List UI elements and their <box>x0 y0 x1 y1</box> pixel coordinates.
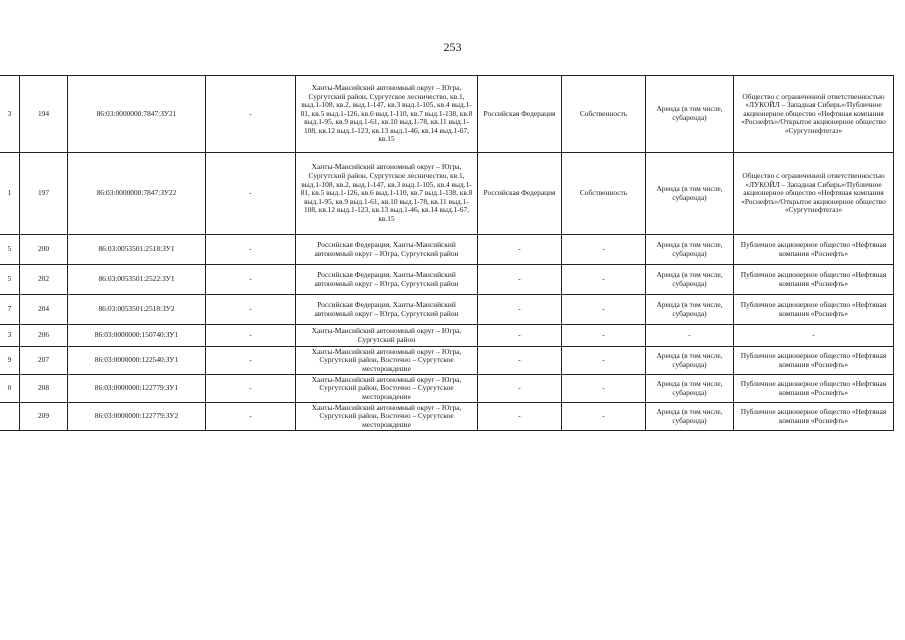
plot-id: 194 <box>20 76 68 153</box>
cadastral-number: 86:03:0053501:2522:ЗУ1 <box>68 265 206 295</box>
encumbrance-type: Аренда (в том числе, субаренда) <box>646 76 734 153</box>
plot-address: Ханты-Мансийский автономный округ – Югра, Сургутский район, Сургутское лесничество, кв.1, выд.1-108, кв.2, выд.1-147, кв.3 выд.1-105, кв.4 выд.1-81, кв.5 выд.1-126, кв.6 выд.1-110, кв.7 выд.1-138, кв.8 выд.1-95, кв.9 выд.1-61, кв.10 выд.1-78, кв.11 выд.1-108, кв.12 выд.1-123, кв.13 выд.1-46, кв.14 выд.1-67, кв.15 <box>296 153 478 235</box>
row-number: 9 <box>0 347 20 375</box>
cadastral-number: 86:03:0000000:150740:ЗУ1 <box>68 325 206 347</box>
plot-address: Ханты-Мансийский автономный округ – Югра, Сургутский район <box>296 325 478 347</box>
plot-id: 208 <box>20 375 68 403</box>
row-number: 3 <box>0 76 20 153</box>
right-type: Собственность <box>562 76 646 153</box>
plot-address: Ханты-Мансийский автономный округ – Югра, Сургутский район, Восточно – Сургутское месторождение <box>296 375 478 403</box>
row-number <box>0 403 20 431</box>
row-number: 7 <box>0 295 20 325</box>
empty-value: - <box>206 153 296 235</box>
right-type: - <box>562 325 646 347</box>
plot-id: 206 <box>20 325 68 347</box>
plot-address: Российская Федерация, Ханты-Мансийский автономный округ – Югра, Сургутский район <box>296 295 478 325</box>
right-type: Собственность <box>562 153 646 235</box>
table-row <box>0 295 894 325</box>
row-number: 5 <box>0 235 20 265</box>
empty-value: - <box>206 375 296 403</box>
row-number: 0 <box>0 375 20 403</box>
encumbrance-type: Аренда (в том числе, субаренда) <box>646 375 734 403</box>
table-row <box>0 153 894 235</box>
table-row <box>0 265 894 295</box>
plot-address: Российская Федерация, Ханты-Мансийский автономный округ – Югра, Сургутский район <box>296 265 478 295</box>
owner-subject: - <box>478 295 562 325</box>
plot-id: 209 <box>20 403 68 431</box>
owner-subject: - <box>478 265 562 295</box>
empty-value: - <box>206 265 296 295</box>
right-holder: Публичное акционерное общество «Нефтяная компания «Роснефть» <box>734 265 894 295</box>
encumbrance-type: Аренда (в том числе, субаренда) <box>646 265 734 295</box>
right-type: - <box>562 235 646 265</box>
owner-subject: - <box>478 235 562 265</box>
plot-address: Ханты-Мансийский автономный округ – Югра, Сургутский район, Восточно – Сургутское месторождение <box>296 403 478 431</box>
row-number: 3 <box>0 325 20 347</box>
cadastral-number: 86:03:0053501:2518:ЗУ1 <box>68 235 206 265</box>
plot-address: Российская Федерация, Ханты-Мансийский автономный округ – Югра, Сургутский район <box>296 235 478 265</box>
right-type: - <box>562 295 646 325</box>
plot-id: 197 <box>20 153 68 235</box>
empty-value: - <box>206 325 296 347</box>
owner-subject: - <box>478 347 562 375</box>
owner-subject: - <box>478 403 562 431</box>
table-row <box>0 375 894 403</box>
empty-value: - <box>206 347 296 375</box>
land-plots-table <box>0 75 894 431</box>
empty-value: - <box>206 295 296 325</box>
plot-id: 204 <box>20 295 68 325</box>
encumbrance-type: Аренда (в том числе, субаренда) <box>646 403 734 431</box>
right-holder: Общество с ограниченной ответственностью «ЛУКОЙЛ – Западная Сибирь»/Публичное акционерное общество «Нефтяная компания «Роснефть»/Открытое акционерное общество «Сургутнефтегаз» <box>734 153 894 235</box>
encumbrance-type: Аренда (в том числе, субаренда) <box>646 295 734 325</box>
plot-address: Ханты-Мансийский автономный округ – Югра, Сургутский район, Сургутское лесничество, кв.1, выд.1-108, кв.2, выд.1-147, кв.3 выд.1-105, кв.4 выд.1-81, кв.5 выд.1-126, кв.6 выд.1-110, кв.7 выд.1-138, кв.8 выд.1-95, кв.9 выд.1-61, кв.10 выд.1-78, кв.11 выд.1-108, кв.12 выд.1-123, кв.13 выд.1-46, кв.14 выд.1-67, кв.15 <box>296 76 478 153</box>
right-type: - <box>562 375 646 403</box>
row-number: 5 <box>0 265 20 295</box>
encumbrance-type: Аренда (в том числе, субаренда) <box>646 347 734 375</box>
cadastral-number: 86:03:0000000:122779:ЗУ1 <box>68 375 206 403</box>
right-type: - <box>562 403 646 431</box>
empty-value: - <box>206 76 296 153</box>
right-holder: Публичное акционерное общество «Нефтяная компания «Роснефть» <box>734 295 894 325</box>
cadastral-number: 86:03:0053501:2518:ЗУ2 <box>68 295 206 325</box>
plot-id: 207 <box>20 347 68 375</box>
table-row <box>0 76 894 153</box>
right-holder: Публичное акционерное общество «Нефтяная компания «Роснефть» <box>734 235 894 265</box>
row-number: 1 <box>0 153 20 235</box>
owner-subject: Российская Федерация <box>478 76 562 153</box>
owner-subject: - <box>478 325 562 347</box>
table-row <box>0 347 894 375</box>
plot-id: 200 <box>20 235 68 265</box>
right-holder: Общество с ограниченной ответственностью «ЛУКОЙЛ – Западная Сибирь»/Публичное акционерное общество «Нефтяная компания «Роснефть»/Открытое акционерное общество «Сургутнефтегаз» <box>734 76 894 153</box>
encumbrance-type: Аренда (в том числе, субаренда) <box>646 235 734 265</box>
table-row <box>0 403 894 431</box>
cadastral-number: 86:03:0000000:7847:ЗУ22 <box>68 153 206 235</box>
table-row <box>0 235 894 265</box>
owner-subject: - <box>478 375 562 403</box>
right-holder: Публичное акционерное общество «Нефтяная компания «Роснефть» <box>734 375 894 403</box>
right-holder: Публичное акционерное общество «Нефтяная компания «Роснефть» <box>734 403 894 431</box>
plot-id: 202 <box>20 265 68 295</box>
right-type: - <box>562 265 646 295</box>
right-holder: Публичное акционерное общество «Нефтяная компания «Роснефть» <box>734 347 894 375</box>
cadastral-number: 86:03:0000000:122540:ЗУ1 <box>68 347 206 375</box>
empty-value: - <box>206 403 296 431</box>
right-holder: - <box>734 325 894 347</box>
page-number: 253 <box>443 40 462 54</box>
right-type: - <box>562 347 646 375</box>
cadastral-number: 86:03:0000000:122779:ЗУ2 <box>68 403 206 431</box>
empty-value: - <box>206 235 296 265</box>
owner-subject: Российская Федерация <box>478 153 562 235</box>
table-row <box>0 325 894 347</box>
cadastral-number: 86:03:0000000:7847:ЗУ21 <box>68 76 206 153</box>
encumbrance-type: Аренда (в том числе, субаренда) <box>646 153 734 235</box>
encumbrance-type: - <box>646 325 734 347</box>
plot-address: Ханты-Мансийский автономный округ – Югра, Сургутский район, Восточно – Сургутское месторождение <box>296 347 478 375</box>
